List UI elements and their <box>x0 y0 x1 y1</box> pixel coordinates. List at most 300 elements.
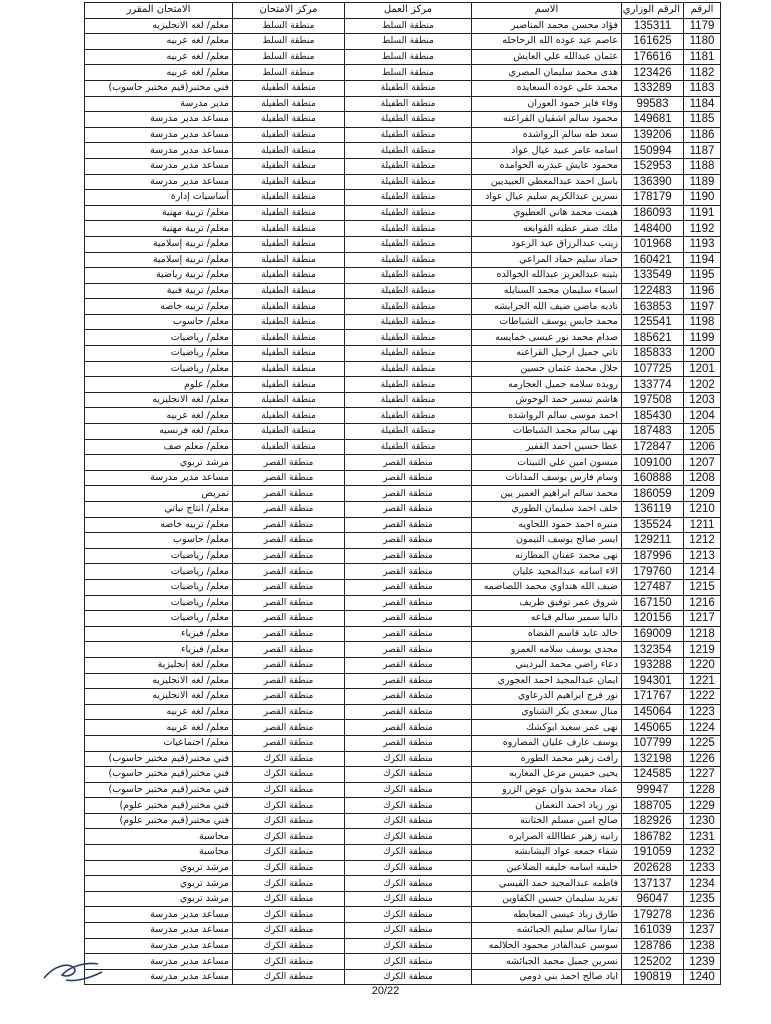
work-center-cell: منطقة القصر <box>345 626 472 642</box>
exam-cell: فني مختبر(قيم مختبر حاسوب) <box>85 80 233 96</box>
exam-cell: فني مختبر(قيم مختبر حاسوب) <box>85 782 233 798</box>
exam-center-cell: منطقة الطفيلة <box>233 299 345 315</box>
seq-cell: 1220 <box>684 657 721 673</box>
work-center-cell: منطقة القصر <box>345 673 472 689</box>
ministry-no-cell: 163853 <box>622 299 684 315</box>
name-cell: شفاء جمعه عواد البشابشه <box>472 845 622 861</box>
ministry-no-cell: 137137 <box>622 876 684 892</box>
work-center-cell: منطقة الطفيلة <box>345 96 472 112</box>
work-center-cell: منطقة الكرك <box>345 923 472 939</box>
exam-center-cell: منطقة الطفيلة <box>233 221 345 237</box>
ministry-no-cell: 182926 <box>622 813 684 829</box>
work-center-cell: منطقة الكرك <box>345 938 472 954</box>
seq-cell: 1228 <box>684 782 721 798</box>
seq-cell: 1217 <box>684 611 721 627</box>
name-cell: تغريد سليمان حسين الكفاوين <box>472 891 622 907</box>
work-center-cell: منطقة السلط <box>345 65 472 81</box>
seq-cell: 1206 <box>684 439 721 455</box>
ministry-no-cell: 186093 <box>622 205 684 221</box>
name-cell: وسام فارس يوسف المدانات <box>472 470 622 486</box>
name-cell: عاصم عيد عوده الله الرحاحله <box>472 34 622 50</box>
seq-cell: 1179 <box>684 18 721 34</box>
seq-cell: 1209 <box>684 486 721 502</box>
ministry-no-cell: 123426 <box>622 65 684 81</box>
seq-cell: 1235 <box>684 891 721 907</box>
name-cell: محمود عايش عبدربه الحوامده <box>472 158 622 174</box>
work-center-cell: منطقة الطفيلة <box>345 330 472 346</box>
exam-cell: مدير مدرسة <box>85 96 233 112</box>
name-cell: رويده سلامه جميل العجارمه <box>472 377 622 393</box>
ministry-no-cell: 191059 <box>622 845 684 861</box>
exam-center-cell: منطقة الكرك <box>233 923 345 939</box>
name-cell: ضيف الله هنداوي محمد اللصاصمه <box>472 579 622 595</box>
exam-center-cell: منطقة القصر <box>233 611 345 627</box>
work-center-cell: منطقة الكرك <box>345 751 472 767</box>
name-cell: ايمان عبدالمجيد احمد العجوري <box>472 673 622 689</box>
header-exam: الامتحان المقرر <box>85 3 233 19</box>
exam-cell: محاسبة <box>85 829 233 845</box>
ministry-no-cell: 145064 <box>622 704 684 720</box>
name-cell: منيره احمد حمود اللحاويه <box>472 517 622 533</box>
seq-cell: 1210 <box>684 502 721 518</box>
exam-center-cell: منطقة الطفيلة <box>233 424 345 440</box>
seq-cell: 1185 <box>684 112 721 128</box>
exam-cell: معلم/ معلم صف <box>85 439 233 455</box>
ministry-no-cell: 185430 <box>622 408 684 424</box>
work-center-cell: منطقة الطفيلة <box>345 361 472 377</box>
name-cell: رأفت زهير محمد الطوره <box>472 751 622 767</box>
ministry-no-cell: 194301 <box>622 673 684 689</box>
ministry-no-cell: 176616 <box>622 49 684 65</box>
exam-center-cell: منطقة القصر <box>233 735 345 751</box>
work-center-cell: منطقة القصر <box>345 517 472 533</box>
seq-cell: 1230 <box>684 813 721 829</box>
seq-cell: 1224 <box>684 720 721 736</box>
table-row <box>85 408 721 424</box>
exam-cell: فني مختبر(قيم مختبر علوم) <box>85 798 233 814</box>
seq-cell: 1203 <box>684 392 721 408</box>
name-cell: نور زياد احمد النعمان <box>472 798 622 814</box>
work-center-cell: منطقة القصر <box>345 704 472 720</box>
name-cell: زينب عبدالرزاق عيد الرعود <box>472 236 622 252</box>
name-cell: صدام محمد نور عيسى خمايسه <box>472 330 622 346</box>
name-cell: فؤاد محسن محمد المناصير <box>472 18 622 34</box>
exam-center-cell: منطقة الطفيلة <box>233 143 345 159</box>
name-cell: شروق عمر توفيق طريف <box>472 595 622 611</box>
seq-cell: 1238 <box>684 938 721 954</box>
ministry-no-cell: 99947 <box>622 782 684 798</box>
ministry-no-cell: 128786 <box>622 938 684 954</box>
exam-center-cell: منطقة الطفيلة <box>233 361 345 377</box>
exam-center-cell: منطقة القصر <box>233 595 345 611</box>
table-row <box>85 782 721 798</box>
exam-center-cell: منطقة الكرك <box>233 954 345 970</box>
work-center-cell: منطقة القصر <box>345 595 472 611</box>
work-center-cell: منطقة الطفيلة <box>345 346 472 362</box>
table-row <box>85 486 721 502</box>
exam-center-cell: منطقة الكرك <box>233 891 345 907</box>
exam-center-cell: منطقة القصر <box>233 704 345 720</box>
seq-cell: 1221 <box>684 673 721 689</box>
ministry-no-cell: 178179 <box>622 190 684 206</box>
signature-mark <box>40 948 110 988</box>
table-row <box>85 80 721 96</box>
seq-cell: 1187 <box>684 143 721 159</box>
exam-cell: معلم/ رياضيات <box>85 361 233 377</box>
table-row <box>85 891 721 907</box>
exam-cell: فني مختبر(قيم مختبر علوم) <box>85 813 233 829</box>
ministry-no-cell: 133289 <box>622 80 684 96</box>
seq-cell: 1226 <box>684 751 721 767</box>
exam-center-cell: منطقة الطفيلة <box>233 158 345 174</box>
exam-center-cell: منطقة الطفيلة <box>233 174 345 190</box>
work-center-cell: منطقة الطفيلة <box>345 112 472 128</box>
exam-cell: مرشد تربوي <box>85 455 233 471</box>
table-row <box>85 49 721 65</box>
seq-cell: 1207 <box>684 455 721 471</box>
seq-cell: 1218 <box>684 626 721 642</box>
page-number: 20/22 <box>371 985 400 997</box>
name-cell: باسل احمد عبدالمعطي العبيديين <box>472 174 622 190</box>
ministry-no-cell: 135311 <box>622 18 684 34</box>
work-center-cell: منطقة القصر <box>345 720 472 736</box>
table-row <box>85 860 721 876</box>
exam-cell: معلم/ رياضيات <box>85 346 233 362</box>
name-cell: عماد محمد بدوان عوض الزرو <box>472 782 622 798</box>
table-row <box>85 314 721 330</box>
exam-cell: معلم/ تربية فنية <box>85 283 233 299</box>
table-row <box>85 18 721 34</box>
exam-cell: مساعد مدير مدرسة <box>85 969 233 985</box>
name-cell: جلال محمد عثمان حسين <box>472 361 622 377</box>
exam-center-cell: منطقة الطفيلة <box>233 330 345 346</box>
seq-cell: 1189 <box>684 174 721 190</box>
table-row <box>85 377 721 393</box>
name-cell: اياد صالح احمد بني دومي <box>472 969 622 985</box>
exam-cell: مساعد مدير مدرسة <box>85 158 233 174</box>
exam-cell: مساعد مدير مدرسة <box>85 470 233 486</box>
name-cell: داليا سمير سالم قباعه <box>472 611 622 627</box>
name-cell: محمد علي عوده السعايده <box>472 80 622 96</box>
seq-cell: 1236 <box>684 907 721 923</box>
seq-cell: 1227 <box>684 767 721 783</box>
ministry-no-cell: 133549 <box>622 268 684 284</box>
seq-cell: 1237 <box>684 923 721 939</box>
work-center-cell: منطقة القصر <box>345 564 472 580</box>
name-cell: هاشم تيسير حمد الوحوش <box>472 392 622 408</box>
exam-center-cell: منطقة القصر <box>233 564 345 580</box>
work-center-cell: منطقة القصر <box>345 657 472 673</box>
name-cell: نهى سالم محمد الشباطات <box>472 424 622 440</box>
seq-cell: 1193 <box>684 236 721 252</box>
exam-cell: معلم/ تربية مهنية <box>85 205 233 221</box>
exam-center-cell: منطقة الطفيلة <box>233 392 345 408</box>
work-center-cell: منطقة الكرك <box>345 813 472 829</box>
table-row <box>85 346 721 362</box>
work-center-cell: منطقة الطفيلة <box>345 236 472 252</box>
ministry-no-cell: 133774 <box>622 377 684 393</box>
work-center-cell: منطقة الكرك <box>345 782 472 798</box>
work-center-cell: منطقة القصر <box>345 611 472 627</box>
exam-center-cell: منطقة القصر <box>233 626 345 642</box>
work-center-cell: منطقة الكرك <box>345 767 472 783</box>
name-cell: اسامه عامر عبيد عيال عواد <box>472 143 622 159</box>
exam-cell: مساعد مدير مدرسة <box>85 127 233 143</box>
exam-cell: مرشد تربوي <box>85 891 233 907</box>
work-center-cell: منطقة الطفيلة <box>345 439 472 455</box>
name-cell: اسماء سليمان محمد السنايله <box>472 283 622 299</box>
table-row <box>85 174 721 190</box>
exam-cell: معلم/ لغة إنجليزية <box>85 657 233 673</box>
table-row <box>85 611 721 627</box>
work-center-cell: منطقة الطفيلة <box>345 424 472 440</box>
name-cell: خلف احمد سليمان الطوري <box>472 502 622 518</box>
exam-cell: معلم/ رياضيات <box>85 595 233 611</box>
exam-center-cell: منطقة الكرك <box>233 938 345 954</box>
table-row <box>85 564 721 580</box>
exam-center-cell: منطقة القصر <box>233 548 345 564</box>
exam-center-cell: منطقة الكرك <box>233 907 345 923</box>
seq-cell: 1234 <box>684 876 721 892</box>
name-cell: خليفه اسامه خليفه الضلاعين <box>472 860 622 876</box>
name-cell: نهى محمد عفنان المطارنه <box>472 548 622 564</box>
seq-cell: 1208 <box>684 470 721 486</box>
seq-cell: 1200 <box>684 346 721 362</box>
seq-cell: 1223 <box>684 704 721 720</box>
table-row <box>85 283 721 299</box>
name-cell: يحيى خميس مزعل المغاربه <box>472 767 622 783</box>
ministry-no-cell: 99583 <box>622 96 684 112</box>
name-cell: نسرين جميل محمد الجبائشه <box>472 954 622 970</box>
table-row <box>85 626 721 642</box>
ministry-no-cell: 171767 <box>622 689 684 705</box>
ministry-no-cell: 150994 <box>622 143 684 159</box>
exam-cell: أساسيات إدارة <box>85 190 233 206</box>
exam-cell: معلم/ تربيه خاصه <box>85 299 233 315</box>
work-center-cell: منطقة الكرك <box>345 969 472 985</box>
exam-center-cell: منطقة القصر <box>233 657 345 673</box>
exam-center-cell: منطقة السلط <box>233 49 345 65</box>
work-center-cell: منطقة السلط <box>345 18 472 34</box>
exam-cell: معلم/ لغه عربيه <box>85 65 233 81</box>
ministry-no-cell: 179278 <box>622 907 684 923</box>
table-row <box>85 424 721 440</box>
name-cell: نهى عمر سعيد ابوكشك <box>472 720 622 736</box>
seq-cell: 1181 <box>684 49 721 65</box>
work-center-cell: منطقة القصر <box>345 533 472 549</box>
table-row <box>85 158 721 174</box>
exam-center-cell: منطقة الكرك <box>233 751 345 767</box>
ministry-no-cell: 127487 <box>622 579 684 595</box>
header-exam-center: مركز الامتحان <box>233 3 345 19</box>
exam-center-cell: منطقة الكرك <box>233 845 345 861</box>
table-row <box>85 689 721 705</box>
work-center-cell: منطقة القصر <box>345 689 472 705</box>
ministry-no-cell: 120156 <box>622 611 684 627</box>
table-row <box>85 455 721 471</box>
seq-cell: 1219 <box>684 642 721 658</box>
ministry-no-cell: 132198 <box>622 751 684 767</box>
ministry-no-cell: 179760 <box>622 564 684 580</box>
work-center-cell: منطقة الطفيلة <box>345 392 472 408</box>
exam-center-cell: منطقة الطفيلة <box>233 236 345 252</box>
candidates-table <box>84 2 721 985</box>
ministry-no-cell: 145065 <box>622 720 684 736</box>
table-row <box>85 533 721 549</box>
table-row <box>85 361 721 377</box>
exam-center-cell: منطقة الكرك <box>233 829 345 845</box>
table-row <box>85 65 721 81</box>
seq-cell: 1183 <box>684 80 721 96</box>
name-cell: هدى محمد سليمان المصري <box>472 65 622 81</box>
exam-center-cell: منطقة الطفيلة <box>233 112 345 128</box>
ministry-no-cell: 160421 <box>622 252 684 268</box>
seq-cell: 1188 <box>684 158 721 174</box>
name-cell: تمارا سالم سليم الجبائشه <box>472 923 622 939</box>
ministry-no-cell: 135524 <box>622 517 684 533</box>
name-cell: منال سعدي بكر الشناوي <box>472 704 622 720</box>
name-cell: سوسن عبدالقادر محمود الحلالمه <box>472 938 622 954</box>
seq-cell: 1215 <box>684 579 721 595</box>
table-row <box>85 673 721 689</box>
ministry-no-cell: 152953 <box>622 158 684 174</box>
ministry-no-cell: 136119 <box>622 502 684 518</box>
name-cell: دعاء راضي محمد البرديني <box>472 657 622 673</box>
work-center-cell: منطقة الكرك <box>345 798 472 814</box>
exam-center-cell: منطقة القصر <box>233 642 345 658</box>
work-center-cell: منطقة السلط <box>345 34 472 50</box>
name-cell: هيمت محمد هاني العطيوي <box>472 205 622 221</box>
table-row <box>85 954 721 970</box>
work-center-cell: منطقة الكرك <box>345 876 472 892</box>
table-row <box>85 439 721 455</box>
work-center-cell: منطقة القصر <box>345 548 472 564</box>
header-work-center: مركز العمل <box>345 3 472 19</box>
table-row <box>85 517 721 533</box>
name-cell: الاء اسامه عبدالمجيد عليان <box>472 564 622 580</box>
ministry-no-cell: 169009 <box>622 626 684 642</box>
exam-cell: مرشد تربوي <box>85 860 233 876</box>
seq-cell: 1233 <box>684 860 721 876</box>
exam-cell: فني مختبر(قيم مختبر حاسوب) <box>85 751 233 767</box>
seq-cell: 1195 <box>684 268 721 284</box>
ministry-no-cell: 167150 <box>622 595 684 611</box>
ministry-no-cell: 129211 <box>622 533 684 549</box>
exam-cell: محاسبة <box>85 845 233 861</box>
exam-cell: معلم/ تربيه خاصه <box>85 517 233 533</box>
seq-cell: 1222 <box>684 689 721 705</box>
exam-center-cell: منطقة الطفيلة <box>233 205 345 221</box>
exam-center-cell: منطقة الطفيلة <box>233 96 345 112</box>
ministry-no-cell: 125202 <box>622 954 684 970</box>
exam-center-cell: منطقة الكرك <box>233 767 345 783</box>
seq-cell: 1240 <box>684 969 721 985</box>
name-cell: محمد سالم ابراهيم العمير يين <box>472 486 622 502</box>
exam-center-cell: منطقة السلط <box>233 18 345 34</box>
seq-cell: 1194 <box>684 252 721 268</box>
ministry-no-cell: 186782 <box>622 829 684 845</box>
table-header-row <box>85 3 721 19</box>
table-row <box>85 735 721 751</box>
exam-center-cell: منطقة الطفيلة <box>233 314 345 330</box>
exam-cell: مساعد مدير مدرسة <box>85 907 233 923</box>
ministry-no-cell: 202628 <box>622 860 684 876</box>
work-center-cell: منطقة القصر <box>345 486 472 502</box>
work-center-cell: منطقة الطفيلة <box>345 299 472 315</box>
ministry-no-cell: 107725 <box>622 361 684 377</box>
ministry-no-cell: 185621 <box>622 330 684 346</box>
table-row <box>85 299 721 315</box>
exam-cell: معلم/ علوم <box>85 377 233 393</box>
name-cell: نور فرج ابراهيم الدرعاوي <box>472 689 622 705</box>
seq-cell: 1199 <box>684 330 721 346</box>
table-row <box>85 595 721 611</box>
exam-center-cell: منطقة القصر <box>233 673 345 689</box>
table-row <box>85 907 721 923</box>
seq-cell: 1180 <box>684 34 721 50</box>
work-center-cell: منطقة الطفيلة <box>345 314 472 330</box>
ministry-no-cell: 125541 <box>622 314 684 330</box>
exam-cell: معلم/ تربية إسلامية <box>85 236 233 252</box>
exam-center-cell: منطقة الكرك <box>233 798 345 814</box>
ministry-no-cell: 149681 <box>622 112 684 128</box>
table-row <box>85 502 721 518</box>
table-row <box>85 845 721 861</box>
name-cell: صالح امين مسلم الخثانته <box>472 813 622 829</box>
name-cell: سعد طه سالم الرواشده <box>472 127 622 143</box>
exam-center-cell: منطقة القصر <box>233 533 345 549</box>
seq-cell: 1214 <box>684 564 721 580</box>
work-center-cell: منطقة القصر <box>345 455 472 471</box>
table-row <box>85 548 721 564</box>
exam-cell: مساعد مدير مدرسة <box>85 954 233 970</box>
ministry-no-cell: 132354 <box>622 642 684 658</box>
seq-cell: 1213 <box>684 548 721 564</box>
ministry-no-cell: 172847 <box>622 439 684 455</box>
exam-cell: معلم/ حاسوب <box>85 314 233 330</box>
exam-cell: معلم/ تربية رياضية <box>85 268 233 284</box>
table-row <box>85 330 721 346</box>
name-cell: مجدي يوسف سلامه العمرو <box>472 642 622 658</box>
exam-center-cell: منطقة الطفيلة <box>233 346 345 362</box>
exam-center-cell: منطقة الطفيلة <box>233 127 345 143</box>
exam-center-cell: منطقة الطفيلة <box>233 252 345 268</box>
seq-cell: 1232 <box>684 845 721 861</box>
exam-center-cell: منطقة الطفيلة <box>233 190 345 206</box>
table-body <box>85 18 721 985</box>
work-center-cell: منطقة الطفيلة <box>345 205 472 221</box>
table-row <box>85 112 721 128</box>
table-row <box>85 657 721 673</box>
ministry-no-cell: 124585 <box>622 767 684 783</box>
exam-cell: معلم/ لغه الانجليزيه <box>85 673 233 689</box>
table-row <box>85 767 721 783</box>
ministry-no-cell: 185833 <box>622 346 684 362</box>
exam-center-cell: منطقة السلط <box>233 65 345 81</box>
work-center-cell: منطقة القصر <box>345 642 472 658</box>
table-row <box>85 96 721 112</box>
exam-cell: معلم/ لغه عربيه <box>85 49 233 65</box>
ministry-no-cell: 187483 <box>622 424 684 440</box>
exam-center-cell: منطقة الطفيلة <box>233 439 345 455</box>
exam-cell: معلم/ فيزياء <box>85 626 233 642</box>
name-cell: نسرين عبدالكريم سليم عيال عواد <box>472 190 622 206</box>
header-name: الاسم <box>472 3 622 19</box>
ministry-no-cell: 188705 <box>622 798 684 814</box>
ministry-no-cell: 190819 <box>622 969 684 985</box>
name-cell: ناديه ماضي ضيف الله الجرايشه <box>472 299 622 315</box>
name-cell: بثينه عبدالعزيز عبدالله الخوالده <box>472 268 622 284</box>
